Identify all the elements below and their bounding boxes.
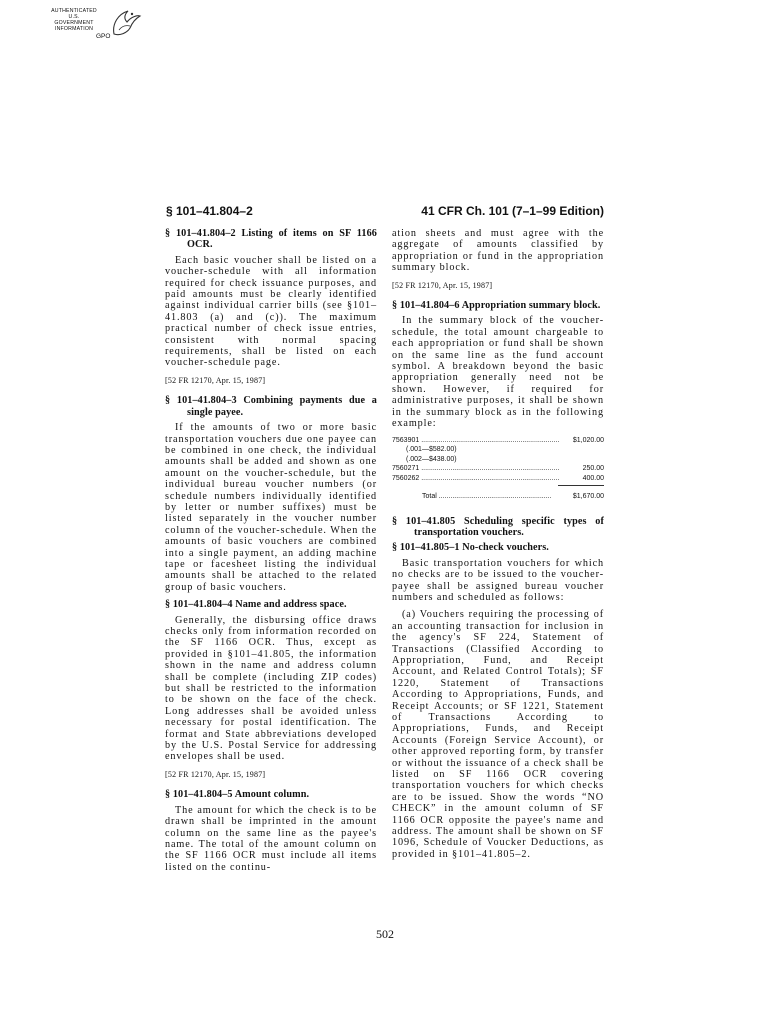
paragraph: If the amounts of two or more basic transportation vouchers due one payee can be combined in one check, the individual amounts shall be added and shown as one amount on the voucher-schedule, but the individual bureau voucher numbers (or schedule numbers individually identified by letter or number suffixes) must be listed separately in the voucher number column of the voucher-schedule. When the amounts of basic vouchers are combined into a single payment, an adding machine tape or facesheet listing the individual amounts shall be attached to the related group of basic vouchers. xyxy=(165,422,377,593)
auth-text xyxy=(50,8,98,32)
page-number: 502 xyxy=(376,927,394,941)
paragraph: ation sheets and must agree with the aggregate of amounts classified by appropriation or fund in the appropriation summary block. xyxy=(392,228,604,274)
paragraph: (a) Vouchers requiring the processing of an accounting transaction for inclusion in the agency's SF 224, Statement of Transactions (Classified According to Appropriation, Fund, and Receipt Account, and Related Control Totals); SF 1220, Statement of Transactions According to Appropriations, Funds, and Receipt Accounts; or SF 1221, Statement of Transactions According to Appropriations, Funds, and Receipt Accounts (Foreign Service Account), or other approved reporting form, by transfer or without the issuance of a check shall be listed on SF 1166 OCR covering transportation vouchers for which checks are to be issued. Show the words “NO CHECK” in the amount column of SF 1166 OCR opposite the payee's name and address. The amount shall be shown on SF 1096, Schedule of Voucker Deductions, as provided in §101–41.805–2. xyxy=(392,609,604,860)
total-label: Total .......................................................... xyxy=(422,493,552,500)
auth-line-2: U.S. GOVERNMENT xyxy=(54,14,94,26)
fund-symbol: 7560262 ....................................................................... xyxy=(392,474,560,482)
citation: [52 FR 12170, Apr. 15, 1987] xyxy=(165,769,266,779)
section-heading: § 101–41.805 Scheduling specific types of transportation vouchers. xyxy=(392,515,604,538)
total-amount: $1,670.00 xyxy=(572,493,604,500)
citation: [52 FR 12170, Apr. 15, 1987] xyxy=(165,375,266,385)
summary-subrow: (.001—$582.00) xyxy=(406,446,457,453)
citation: [52 FR 12170, Apr. 15, 1987] xyxy=(392,280,493,290)
section-heading: § 101–41.804–4 Name and address space. xyxy=(165,599,347,611)
section-heading: § 101–41.804–3 Combining payments due a single payee. xyxy=(165,395,377,418)
summary-row xyxy=(392,464,604,474)
paragraph: In the summary block of the voucher-schedule, the total amount chargeable to each appropriation or fund shall be shown on the same line as the fund account symbol. A breakdown beyond the basic appropriation generally need not be shown. However, if required for administrative purposes, it shall be shown in the summary block as in the following example: xyxy=(392,315,604,430)
section-heading: § 101–41.804–5 Amount column. xyxy=(165,789,310,801)
right-column xyxy=(392,228,604,866)
fund-symbol: 7563901 ....................................................................... xyxy=(392,436,560,444)
fund-symbol: 7560271 ....................................................................... xyxy=(392,465,560,472)
auth-line-3: INFORMATION xyxy=(54,26,94,32)
paragraph: Generally, the disbursing office draws checks only from information recorded on the SF 1166 OCR. Thus, except as provided in §101–41.805, the information shown in the name and address column shall be complete (including ZIP codes) but shall be restricted to the information to be shown on the face of the check. Long addresses shall be avoided unless necessary for postal identification. The format and State abbreviations developed by the U.S. Postal Service for addressing envelopes shall be used. xyxy=(165,614,377,763)
total-rule xyxy=(558,485,604,486)
appropriation-summary-example xyxy=(392,436,604,502)
gpo-label: GPO xyxy=(96,33,111,40)
section-header-left: § 101–41.804–2 xyxy=(166,204,253,218)
summary-row xyxy=(392,436,604,446)
section-header-right: 41 CFR Ch. 101 (7–1–99 Edition) xyxy=(421,204,604,218)
fund-amount: 250.00 xyxy=(582,465,604,472)
fund-amount: 400.00 xyxy=(582,474,604,482)
auth-line-1: AUTHENTICATED xyxy=(51,8,97,14)
summary-total-row xyxy=(392,492,604,502)
summary-row xyxy=(392,474,604,484)
left-column xyxy=(165,228,377,879)
authentication-mark xyxy=(50,6,142,46)
eagle-logo-icon xyxy=(108,6,142,40)
section-heading: § 101–41.804–6 Appropriation summary block. xyxy=(392,300,601,312)
paragraph: The amount for which the check is to be drawn shall be imprinted in the amount column on the same line as the payee's name. The total of the amount column on the SF 1166 OCR must include all items listed on the continu- xyxy=(165,804,377,873)
paragraph: Basic transportation vouchers for which no checks are to be issued to the voucher-payee shall be assigned bureau voucher numbers and scheduled as follows: xyxy=(392,557,604,603)
fund-amount: $1,020.00 xyxy=(572,436,604,444)
section-heading: § 101–41.805–1 No-check vouchers. xyxy=(392,542,549,554)
section-heading: § 101–41.804–2 Listing of items on SF 1166 OCR. xyxy=(165,228,377,251)
paragraph: Each basic voucher shall be listed on a voucher-schedule with all information required for check issuance purposes, and paid amounts must be clearly identified against individual carrier bills (see §101–41.803 (a) and (c)). The maximum practical number of check issue entries, consistent with normal spacing requirements, shall be listed on each voucher-schedule page. xyxy=(165,254,377,369)
summary-subrow: (.002—$438.00) xyxy=(406,455,457,463)
